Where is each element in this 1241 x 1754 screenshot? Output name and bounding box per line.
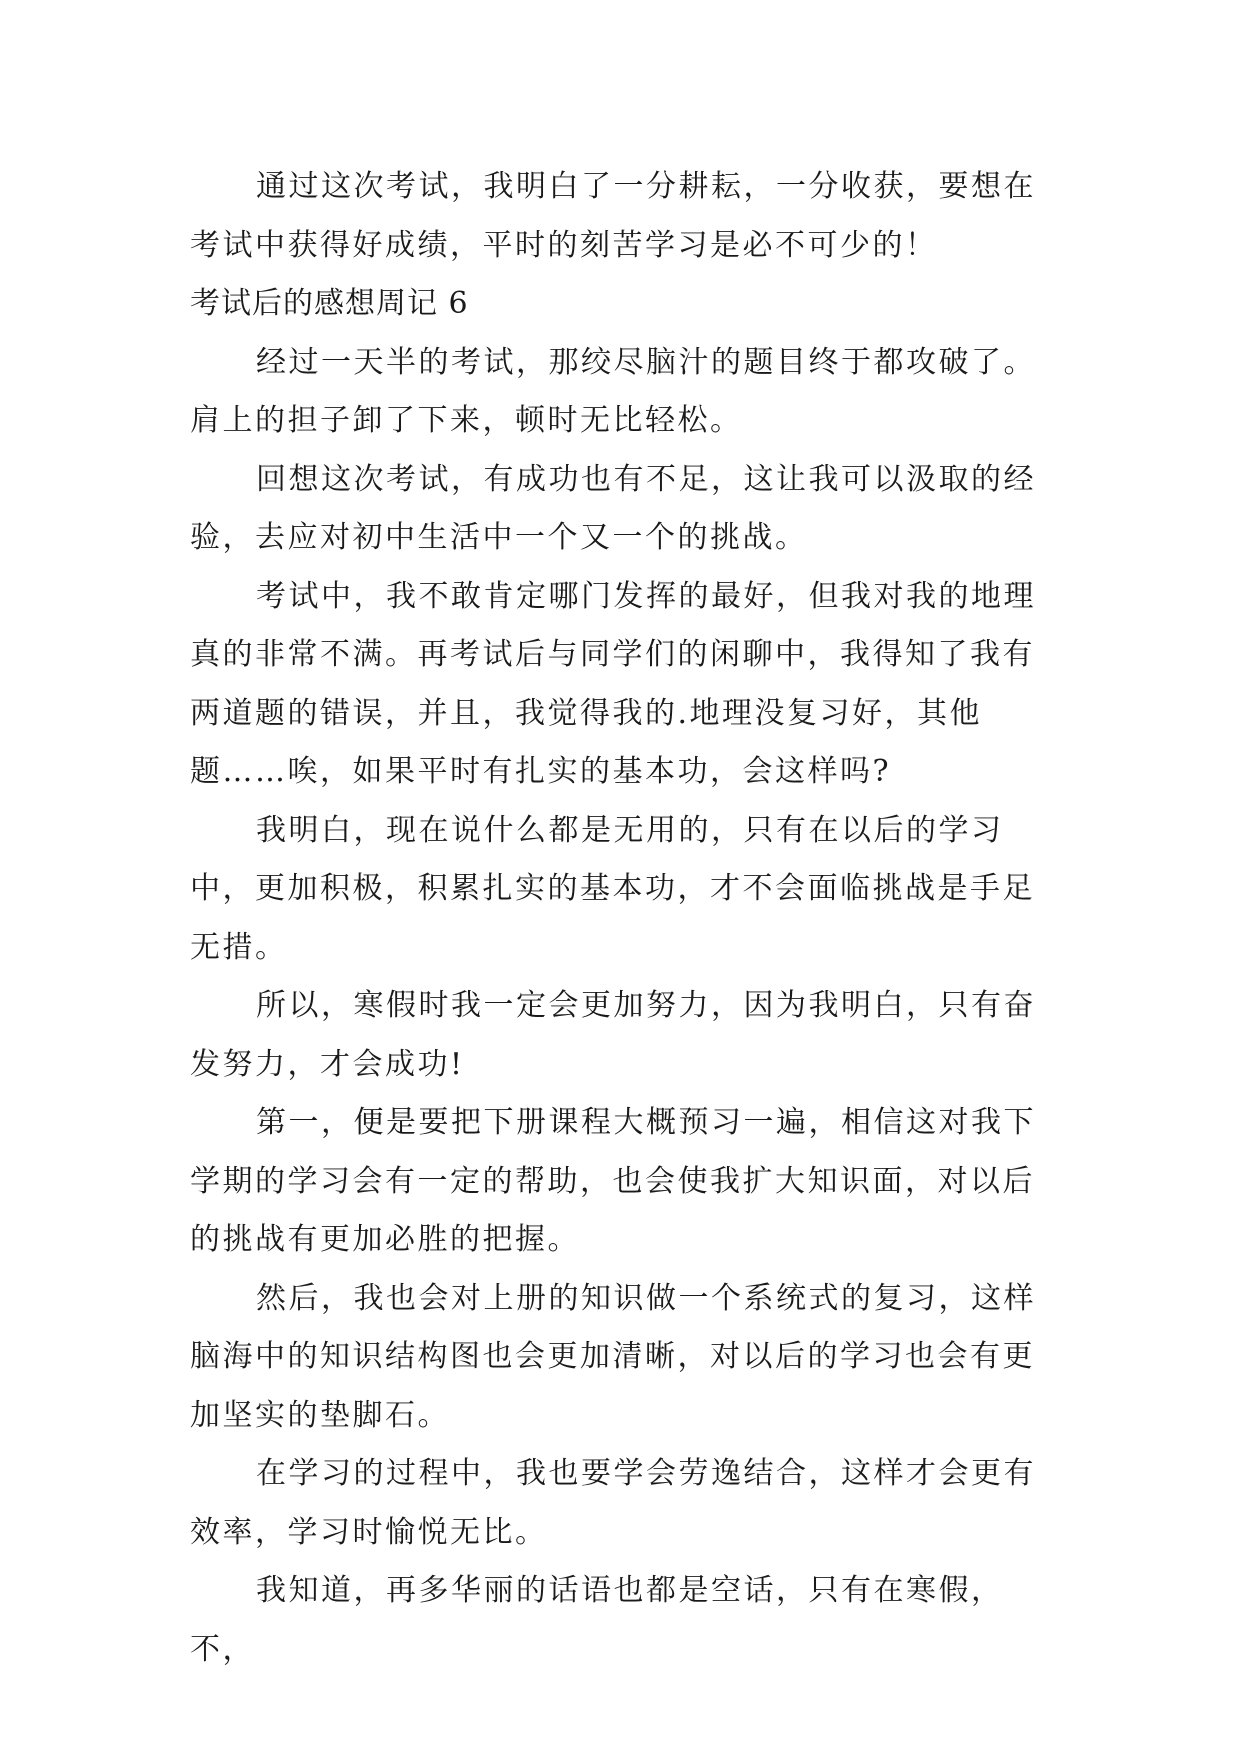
paragraph-2: 经过一天半的考试，那绞尽脑汁的题目终于都攻破了。肩上的担子卸了下来，顿时无比轻松。	[190, 344, 1036, 438]
paragraph-4: 考试中，我不敢肯定哪门发挥的最好，但我对我的地理真的非常不满。再考试后与同学们的闲聊中，我得知了我有两道题的错误，并且，我觉得我的.地理没复习好，其他题……唉，如果平时有扎实的基本功，会这样吗?	[190, 578, 1036, 789]
paragraph-9: 在学习的过程中，我也要学会劳逸结合，这样才会更有效率，学习时愉悦无比。	[190, 1456, 1036, 1550]
paragraph-7: 第一，便是要把下册课程大概预习一遍，相信这对我下学期的学习会有一定的帮助，也会使我扩大知识面，对以后的挑战有更加必胜的把握。	[190, 1105, 1036, 1257]
paragraph-5: 我明白，现在说什么都是无用的，只有在以后的学习中，更加积极，积累扎实的基本功，才不会面临挑战是手足无措。	[190, 812, 1035, 965]
document-body	[190, 158, 1050, 1679]
paragraph-10: 我知道，再多华丽的话语也都是空话，只有在寒假，不，	[190, 1573, 1004, 1667]
paragraph-8: 然后，我也会对上册的知识做一个系统式的复习，这样脑海中的知识结构图也会更加清晰，对以后的学习也会有更加坚实的垫脚石。	[190, 1280, 1036, 1433]
paragraph-1: 通过这次考试，我明白了一分耕耘，一分收获，要想在考试中获得好成绩，平时的刻苦学习是必不可少的！	[190, 169, 1036, 263]
paragraph-6: 所以，寒假时我一定会更加努力，因为我明白，只有奋发努力，才会成功!	[190, 988, 1036, 1082]
paragraph-3: 回想这次考试，有成功也有不足，这让我可以汲取的经验，去应对初中生活中一个又一个的挑战。	[190, 461, 1036, 555]
section-heading: 考试后的感想周记 6	[190, 286, 469, 321]
